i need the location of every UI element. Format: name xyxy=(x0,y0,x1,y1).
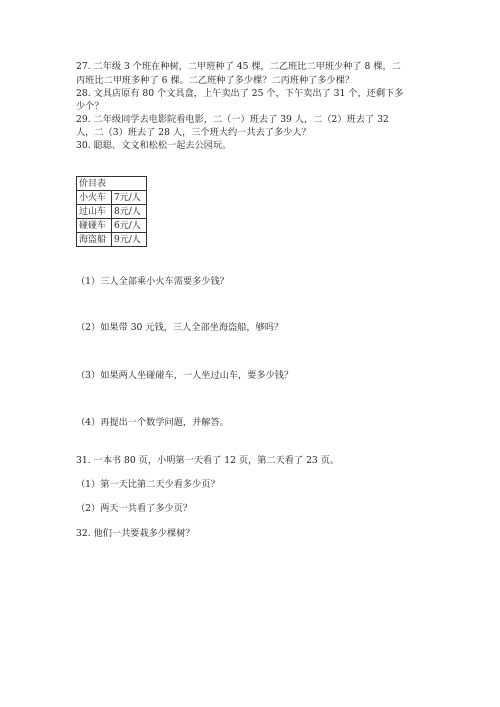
problem-28-line-1: 28. 文具店原有 80 个文具盒，上午卖出了 25 个，下午卖出了 31 个，还剩下多 xyxy=(76,88,404,99)
ride-name: 过山车 xyxy=(77,205,112,219)
ride-price: 8元/人 xyxy=(112,205,147,219)
price-table-row xyxy=(77,233,147,247)
price-table-header-row xyxy=(77,177,147,191)
ride-name: 海盗船 xyxy=(77,233,112,247)
problem-29-line-1: 29. 二年级同学去电影院看电影，二（一）班去了 39 人，二（2）班去了 32 xyxy=(76,114,389,125)
price-table-row xyxy=(77,219,147,233)
ride-price: 9元/人 xyxy=(112,233,147,247)
price-table-header: 价目表 xyxy=(77,177,112,191)
ride-price: 7元/人 xyxy=(112,191,147,205)
ride-price: 6元/人 xyxy=(112,219,147,233)
problem-30-intro: 30. 聪聪、文文和松松一起去公园玩。 xyxy=(76,140,232,151)
ride-name: 小火车 xyxy=(77,191,112,205)
ride-name: 碰碰车 xyxy=(77,219,112,233)
price-table-header-empty xyxy=(112,177,147,191)
problem-31-question-2: （2）两天一共看了多少页？ xyxy=(76,503,193,514)
price-table-row xyxy=(77,205,147,219)
problem-30-question-2: （2）如果带 30 元钱，三人全部坐海盗船，够吗？ xyxy=(76,322,284,333)
price-table-row xyxy=(77,191,147,205)
problem-27-line-1: 27. 二年级 3 个班在种树，二甲班种了 45 棵，二乙班比二甲班少种了 8 棵，二 xyxy=(76,61,401,72)
problem-27-line-2: 丙班比二甲班多种了 6 棵。二乙班种了多少棵？二丙班种了多少棵？ xyxy=(76,75,355,86)
problem-29-line-2: 人，二（3）班去了 28 人，三个班大约一共去了多少人？ xyxy=(76,127,311,138)
problem-32-intro: 32. 他们一共要栽多少棵树？ xyxy=(76,528,195,539)
price-table xyxy=(76,176,147,247)
problem-31-question-1: （1）第一天比第二天少看多少页？ xyxy=(76,479,220,490)
problem-31-intro: 31. 一本书 80 页，小明第一天看了 12 页，第二天看了 23 页。 xyxy=(76,455,340,466)
problem-30-question-3: （3）如果两人坐碰碰车，一人坐过山车，要多少钱？ xyxy=(76,370,294,381)
problem-28-line-2: 少个？ xyxy=(76,101,104,112)
problem-30-question-4: （4）再提出一个数学问题，并解答。 xyxy=(76,417,229,428)
problem-30-question-1: （1）三人全部乘小火车需要多少钱？ xyxy=(76,276,229,287)
